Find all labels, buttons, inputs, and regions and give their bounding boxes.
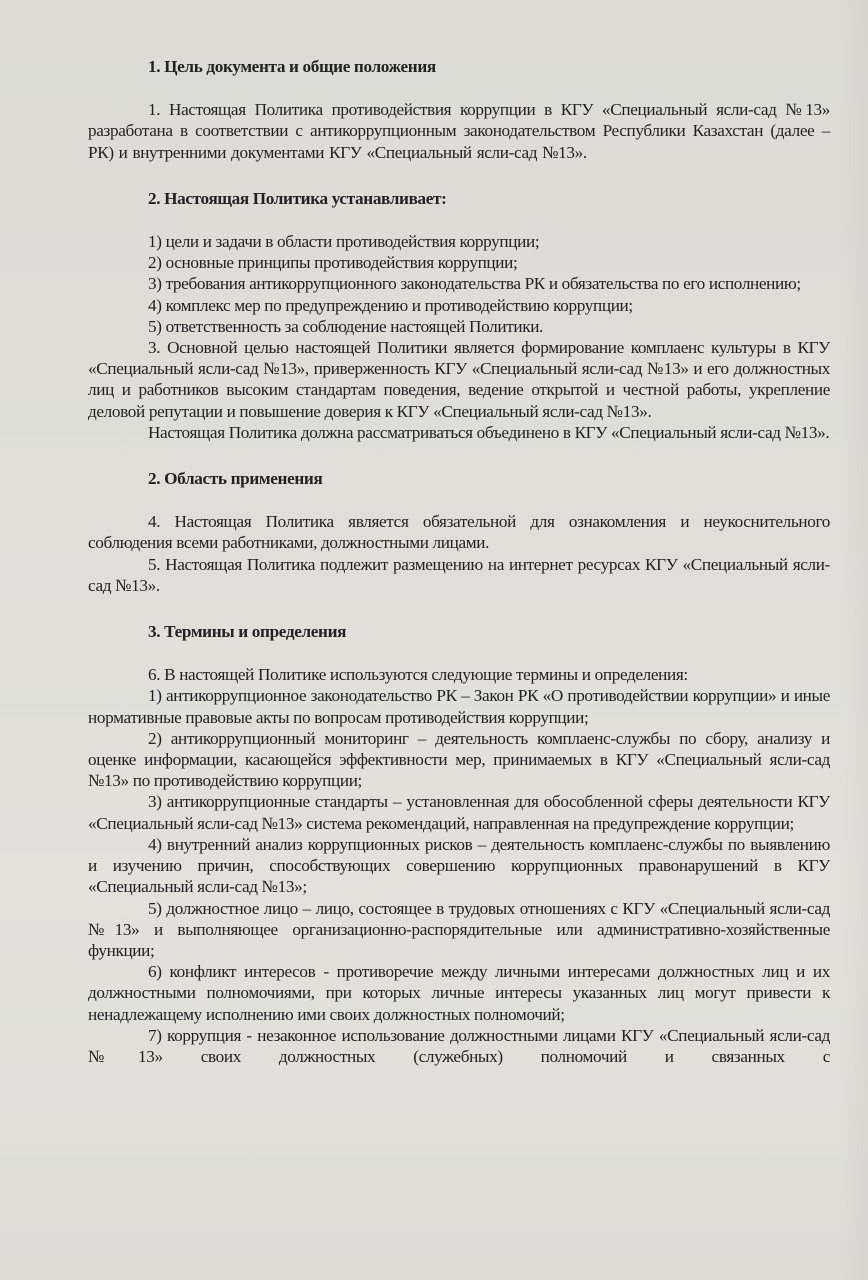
list-item: 4) комплекс мер по предупреждению и противодействию коррупции; bbox=[148, 295, 633, 315]
section-heading: 3. Термины и определения bbox=[148, 622, 347, 642]
list-item: 2) основные принципы противодействия коррупции; bbox=[148, 253, 518, 273]
paper-shadow bbox=[838, 0, 868, 1280]
document-page bbox=[88, 56, 830, 1067]
list-item: 5) ответственность за соблюдение настоящей Политики. bbox=[148, 316, 544, 336]
definition-item: 3) антикоррупционные стандарты – установленная для обособленной сферы деятельности КГУ «Специальный ясли-сад №13» система рекомендаций, направленная на предупреждение коррупции; bbox=[88, 792, 830, 833]
definition-item: 4) внутренний анализ коррупционных рисков – деятельность комплаенс-службы по выявлению и изучению причин, способствующих совершению коррупционных правонарушений в КГУ «Специальный ясли-сад №13»; bbox=[88, 834, 830, 897]
paragraph: 5. Настоящая Политика подлежит размещению на интернет ресурсах КГУ «Специальный ясли-сад №13». bbox=[88, 554, 830, 595]
paragraph: 4. Настоящая Политика является обязательной для ознакомления и неукоснительного соблюдения всеми работниками, должностными лицами. bbox=[88, 512, 830, 553]
definition-item: 6) конфликт интересов - противоречие между личными интересами должностных лиц и их должностными полномочиями, при которых личные интересы указанных лиц могут привести к ненадлежащему исполнению ими своих должностных полномочий; bbox=[88, 962, 830, 1024]
definition-item: 5) должностное лицо – лицо, состоящее в трудовых отношениях с КГУ «Специальный ясли-сад №13» и выполняющее организационно-распорядительные или административно-хозяйственные функции; bbox=[88, 898, 830, 960]
section-heading: 1. Цель документа и общие положения bbox=[148, 57, 436, 76]
paragraph: 3. Основной целью настоящей Политики является формирование комплаенс культуры в КГУ «Специальный ясли-сад №13», приверженность КГУ «Специальный ясли-сад №13» и его должностных лиц и работников высоким стандартам поведения, ведение открытой и честной работы, укрепление деловой репутации и повышение доверия к КГУ «Специальный ясли-сад №13». bbox=[88, 338, 830, 421]
definition-item: 7) коррупция - незаконное использование должностными лицами КГУ «Специальный ясли-сад №13» своих должностных (служебных) полномочий и связанных с bbox=[88, 1025, 830, 1066]
section-heading: 2. Настоящая Политика устанавливает: bbox=[148, 188, 447, 208]
definition-item: 2) антикоррупционный мониторинг – деятельность комплаенс-службы по сбору, анализу и оценке информации, касающейся эффективности мер, принимаемых в КГУ «Специальный ясли-сад №13» по противодействию коррупции; bbox=[88, 728, 830, 791]
list-item: 1) цели и задачи в области противодействия коррупции; bbox=[148, 232, 540, 252]
list-item: 3) требования антикоррупционного законодательства РК и обязательства по его исполнению; bbox=[148, 274, 801, 294]
paragraph: Настоящая Политика должна рассматриваться объединено в КГУ «Специальный ясли-сад №13». bbox=[148, 422, 830, 442]
definition-item: 1) антикоррупционное законодательство РК – Закон РК «О противодействии коррупции» и иные нормативные правовые акты по вопросам противодействия коррупции; bbox=[88, 686, 830, 727]
paragraph: 6. В настоящей Политике используются следующие термины и определения: bbox=[148, 665, 688, 685]
paragraph: 1. Настоящая Политика противодействия коррупции в КГУ «Специальный ясли-сад №13» разработана в соответствии с антикоррупционным законодательством Республики Казахстан (далее – РК) и внутренними документами КГУ «Специальный ясли-сад №13». bbox=[88, 100, 830, 162]
section-heading: 2. Область применения bbox=[148, 469, 323, 489]
